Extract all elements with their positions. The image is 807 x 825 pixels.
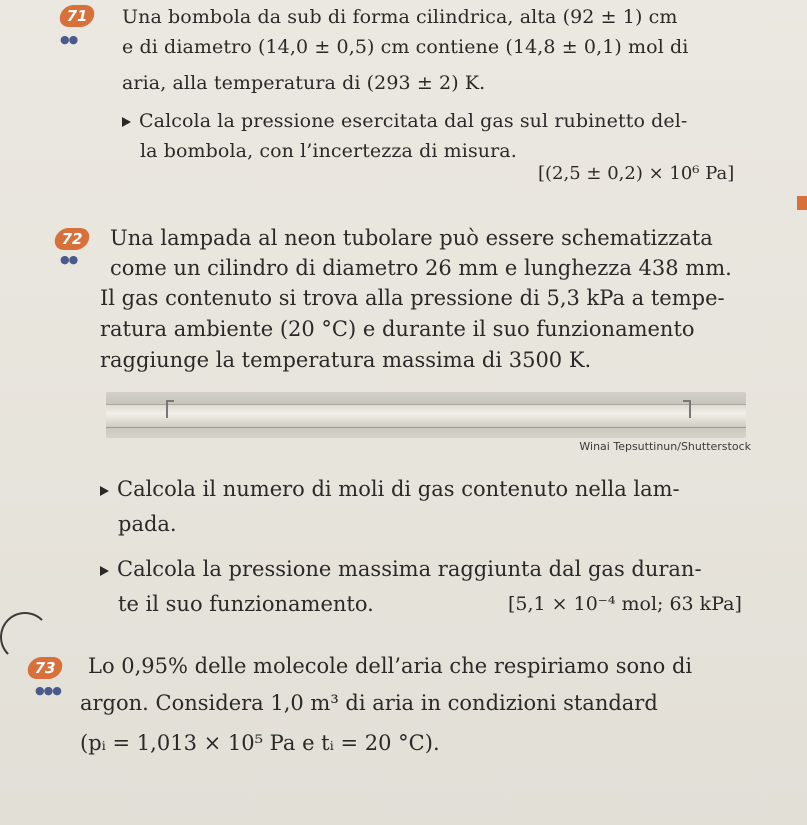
problem-number-badge: 73 [26,657,65,679]
problem-71-answer: [(2,5 ± 0,2) × 10⁶ Pa] [538,163,735,184]
problem-71-line-2: e di diametro (14,0 ± 0,5) cm contiene (14,8 ± 0,1) mol di [122,36,689,58]
problem-72-line-2: come un cilindro di diametro 26 mm e lunghezza 438 mm. [110,256,732,280]
bullet-triangle-icon [100,486,109,496]
problem-71-line-1: Una bombola da sub di forma cilindrica, alta (92 ± 1) cm [122,6,678,28]
problem-72-question2-line-2: te il suo funzionamento. [118,592,374,616]
photo-credit: Winai Tepsuttinun/Shutterstock [579,440,751,453]
problem-72-question1-line-1: Calcola il numero di moli di gas contenuto nella lam- [100,477,680,501]
problem-73-line-2: argon. Considera 1,0 m³ di aria in condizioni standard [80,691,658,715]
bullet-triangle-icon [122,117,131,127]
problem-72-question1-line-2: pada. [118,512,177,536]
neon-tube [106,404,746,428]
problem-72-line-1: Una lampada al neon tubolare può essere schematizzata [110,226,713,250]
problem-72-answer: [5,1 × 10⁻⁴ mol; 63 kPa] [508,593,742,615]
problem-72-line-3: Il gas contenuto si trova alla pressione di 5,3 kPa a tempe- [100,286,725,310]
tube-connector [166,400,174,418]
problem-73-line-3: (pᵢ = 1,013 × 10⁵ Pa e tᵢ = 20 °C). [80,731,440,755]
difficulty-dots-icon: ●● [60,253,78,266]
difficulty-dots-icon: ●●● [35,684,61,697]
problem-number-badge: 72 [53,228,92,250]
problem-number-badge: 71 [58,5,97,27]
difficulty-dots-icon: ●● [60,33,78,46]
margin-pen-mark [0,612,50,662]
neon-tube-photo [106,392,746,438]
problem-72-line-4: ratura ambiente (20 °C) e durante il suo funzionamento [100,317,695,341]
problem-72-line-5: raggiunge la temperatura massima di 3500 K. [100,348,592,372]
problem-71-line-3: aria, alla temperatura di (293 ± 2) K. [122,72,486,94]
problem-72-question2-line-1: Calcola la pressione massima raggiunta dal gas duran- [100,557,702,581]
margin-tab [797,196,807,210]
tube-connector [683,400,691,418]
problem-73-line-1: Lo 0,95% delle molecole dell’aria che respiriamo sono di [88,654,693,678]
problem-71-question-line-1: Calcola la pressione esercitata dal gas sul rubinetto del- [122,110,687,132]
bullet-triangle-icon [100,566,109,576]
problem-71-question-line-2: la bombola, con l’incertezza di misura. [140,140,517,162]
